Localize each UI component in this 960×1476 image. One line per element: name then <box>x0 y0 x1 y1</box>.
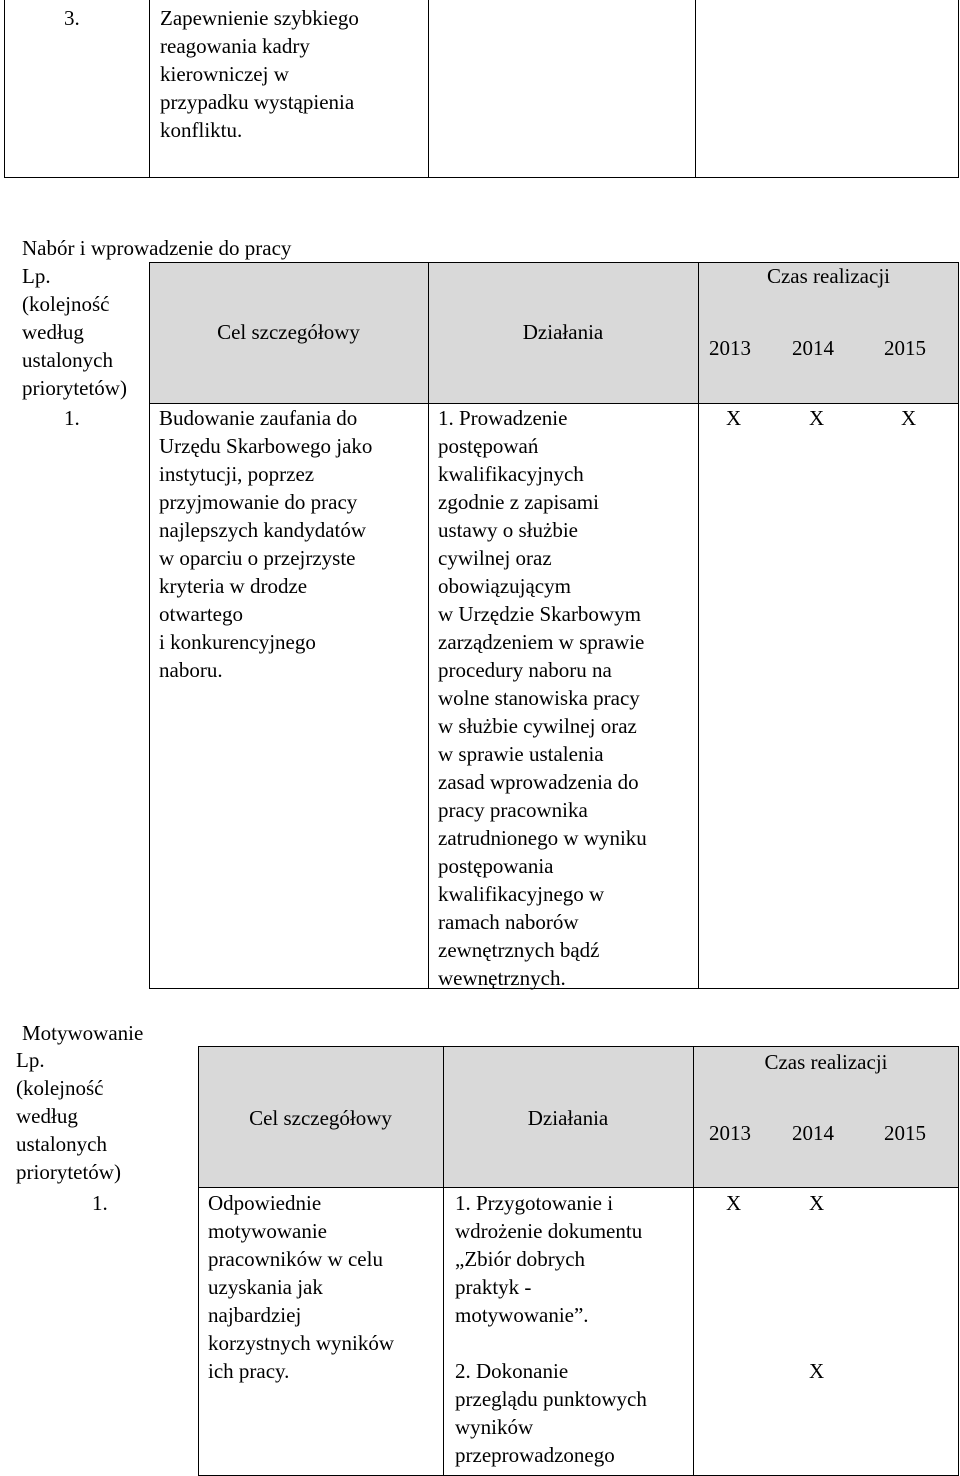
row-number: 1. <box>92 1191 108 1215</box>
year-2015: 2015 <box>884 336 926 360</box>
header-goal: Cel szczegółowy <box>217 320 360 344</box>
mark-2014: X <box>809 1359 825 1383</box>
year-2014: 2014 <box>792 1121 834 1145</box>
row-number: 3. <box>64 6 80 30</box>
year-2013: 2013 <box>709 1121 751 1145</box>
goal-text: Zapewnienie szybkiego reagowania kadry kierowniczej w przypadku wystąpienia konfliktu. <box>160 6 359 142</box>
year-2015: 2015 <box>884 1121 926 1145</box>
mark-2013: X <box>726 1191 742 1215</box>
section-title: Motywowanie <box>22 1021 144 1045</box>
header-goal: Cel szczegółowy <box>249 1106 392 1130</box>
header-lp: Lp. (kolejność według ustalonych priorytetów) <box>22 264 127 400</box>
action-text: 1. Prowadzenie postępowań kwalifikacyjnych zgodnie z zapisami ustawy o służbie cywilnej oraz obowiązującym w Urzędzie Skarbowym zarządzeniem w sprawie procedury naboru na wolne stanowiska pracy w służbie cywilnej oraz w sprawie ustalenia zasad wprowadzenia do pracy pracownika zatrudnionego w wyniku postępowania kwalifikacyjnego w ramach naborów zewnętrznych bądź wewnętrznych. <box>438 406 647 990</box>
header-actions: Działania <box>527 1106 609 1130</box>
header-actions: Działania <box>522 320 604 344</box>
mark-2014: X <box>809 1191 825 1215</box>
mark-2015: X <box>901 406 917 430</box>
goal-text: Odpowiednie motywowanie pracowników w celu uzyskania jak najbardziej korzystnych wyników ich pracy. <box>208 1191 395 1383</box>
header-time: Czas realizacji <box>764 1050 888 1074</box>
section-title: Nabór i wprowadzenie do pracy <box>22 236 292 260</box>
action-text: 2. Dokonanie przeglądu punktowych wyników przeprowadzonego <box>455 1359 647 1467</box>
header-time: Czas realizacji <box>766 264 890 288</box>
mark-2013: X <box>726 406 742 430</box>
year-2014: 2014 <box>792 336 834 360</box>
year-2013: 2013 <box>709 336 751 360</box>
row-number: 1. <box>64 406 80 430</box>
action-text: 1. Przygotowanie i wdrożenie dokumentu „Zbiór dobrych praktyk - motywowanie”. <box>455 1191 643 1327</box>
mark-2014: X <box>809 406 825 430</box>
header-lp: Lp. (kolejność według ustalonych priorytetów) <box>16 1048 121 1184</box>
top-table <box>4 0 959 178</box>
goal-text: Budowanie zaufania do Urzędu Skarbowego jako instytucji, poprzez przyjmowanie do pracy najlepszych kandydatów w oparciu o przejrzyste kryteria w drodze otwartego i konkurencyjnego naboru. <box>159 406 373 682</box>
